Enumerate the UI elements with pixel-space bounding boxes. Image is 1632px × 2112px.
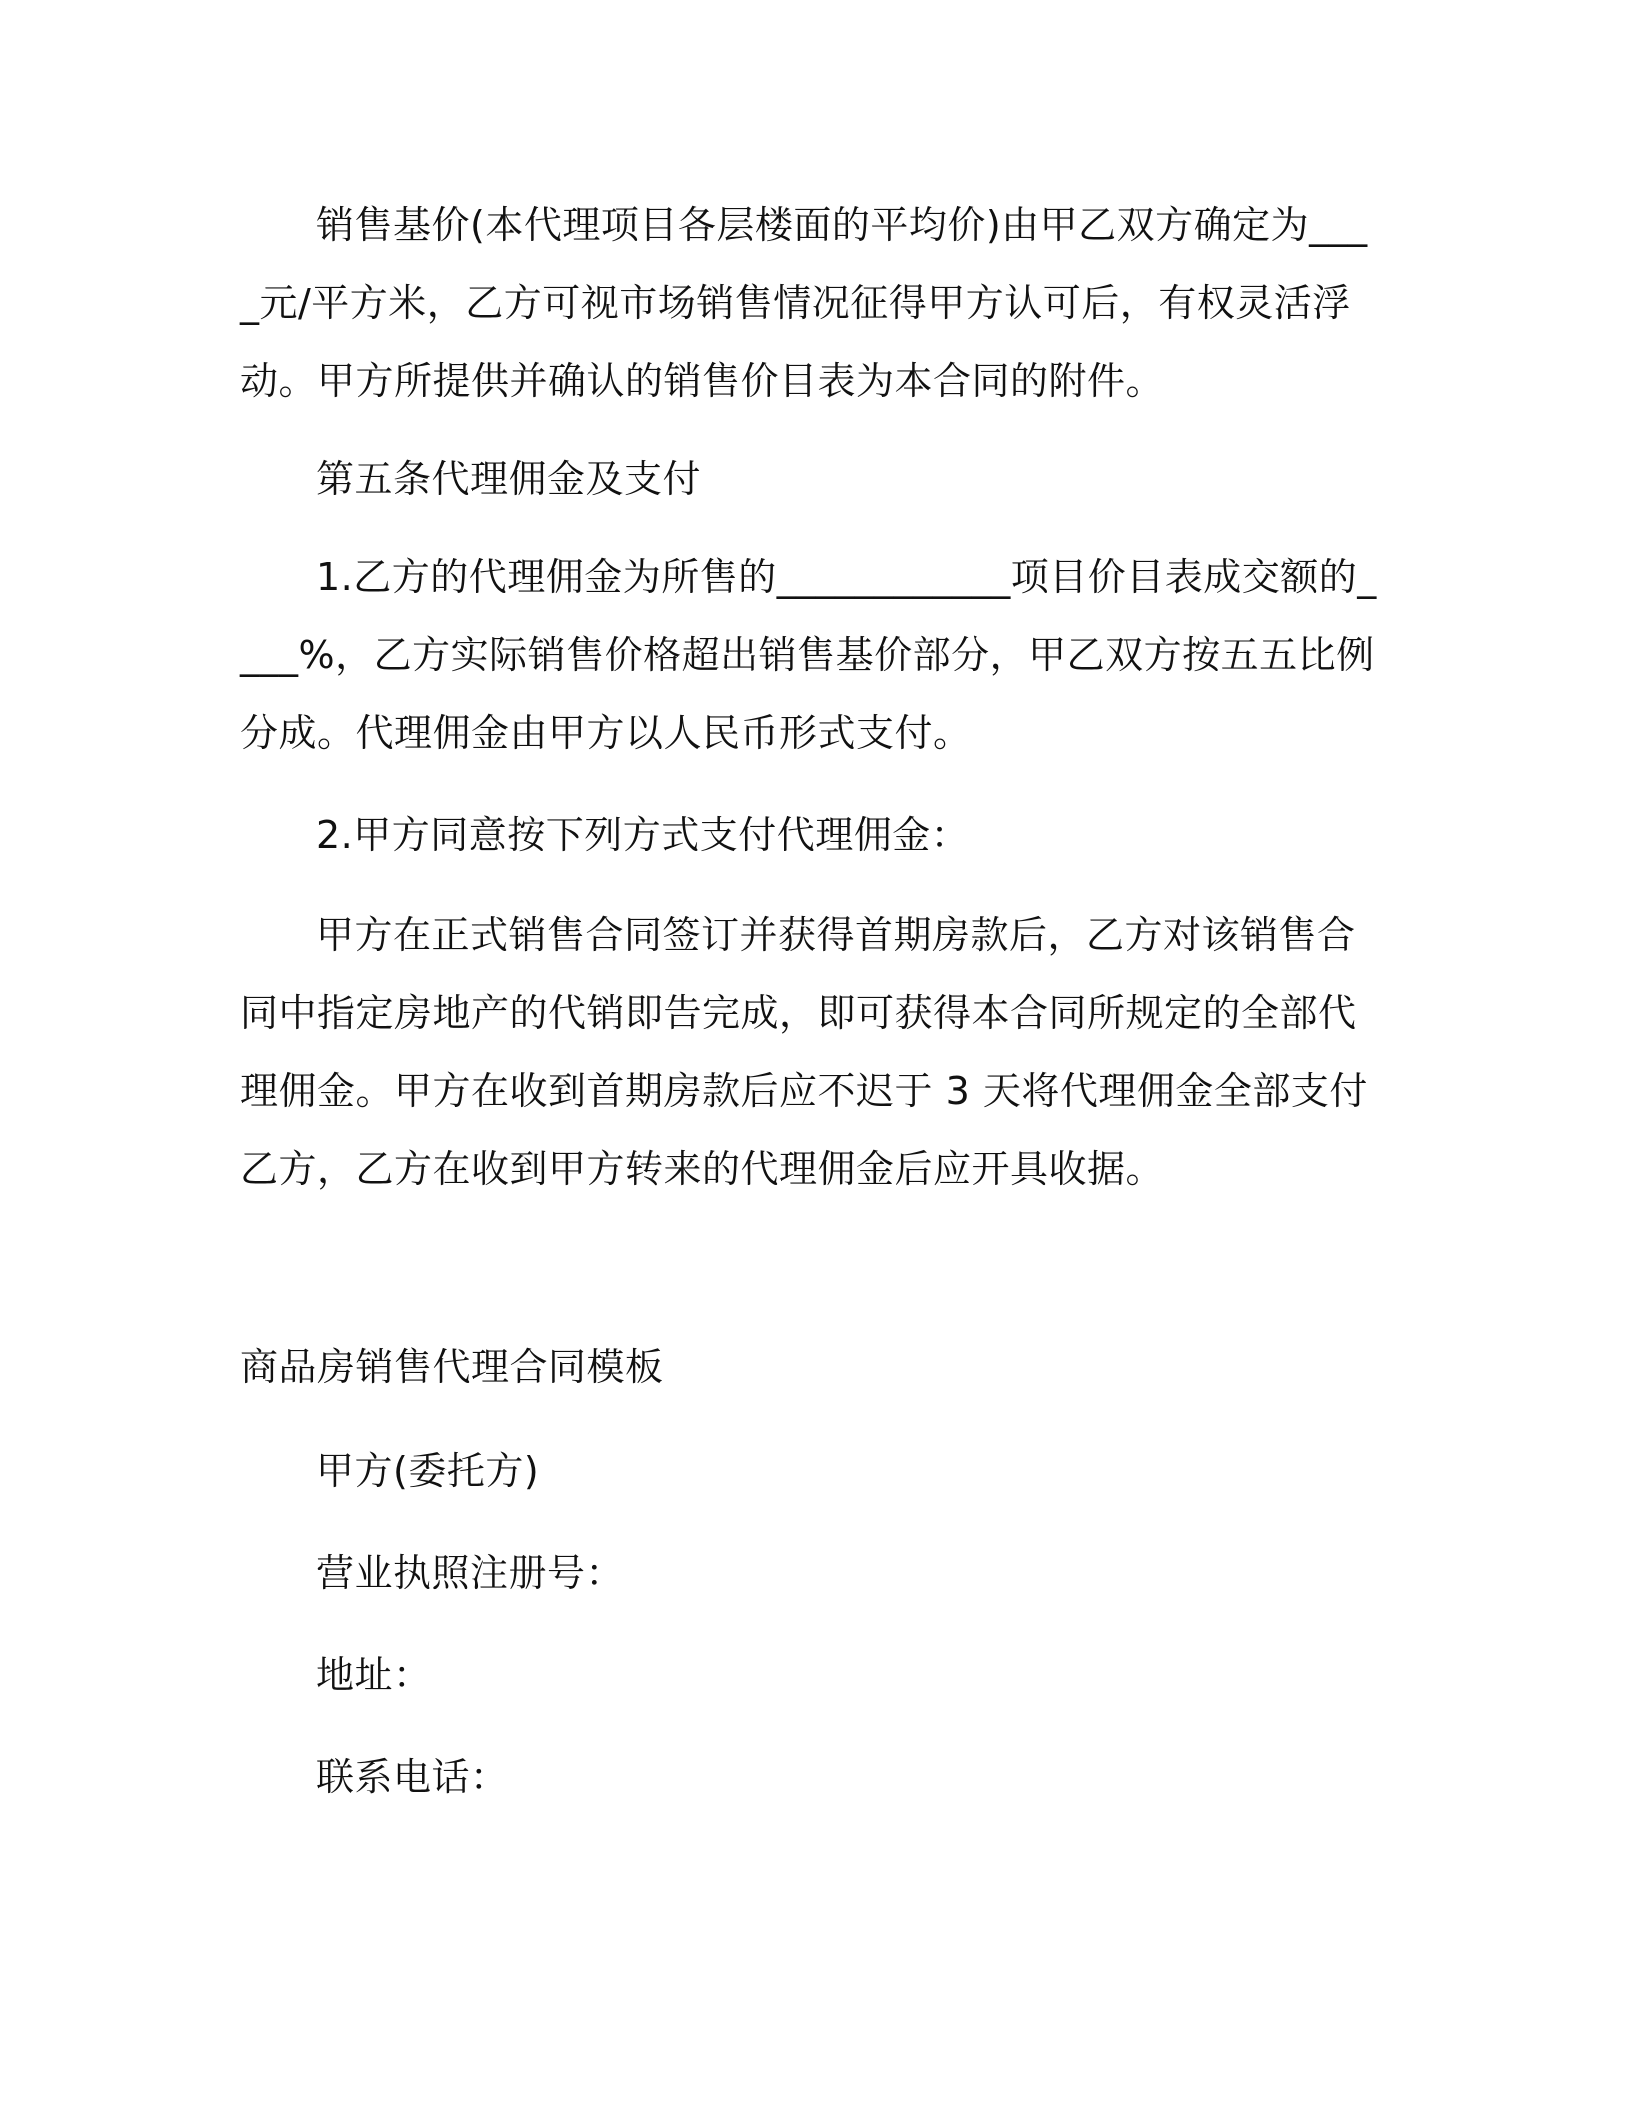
field-address: 地址： xyxy=(316,1653,432,1697)
paragraph-payment-method-heading: 2.甲方同意按下列方式支付代理佣金： xyxy=(316,813,970,857)
template-title: 商品房销售代理合同模板 xyxy=(240,1345,664,1389)
paragraph-payment-terms: 甲方在正式销售合同签订并获得首期房款后，乙方对该销售合同中指定房地产的代销即告完成，即可获得本合同所规定的全部代理佣金。甲方在收到首期房款后应不迟于 3 天将代理佣金全部支付乙方，乙方在收到甲方转来的代理佣金后应开具收据。 xyxy=(240,913,1368,1191)
paragraph-commission-rate: 1.乙方的代理佣金为所售的____________项目价目表成交额的____%，乙方实际销售价格超出销售基价部分，甲乙双方按五五比例分成。代理佣金由甲方以人民币形式支付。 xyxy=(240,555,1377,755)
paragraph-sales-base-price: 销售基价(本代理项目各层楼面的平均价)由甲乙双方确定为____元/平方米，乙方可视市场销售情况征得甲方认可后，有权灵活浮动。甲方所提供并确认的销售价目表为本合同的附件。 xyxy=(240,203,1368,403)
field-party-a: 甲方(委托方) xyxy=(316,1449,540,1493)
field-business-license-number: 营业执照注册号： xyxy=(316,1551,625,1595)
field-phone: 联系电话： xyxy=(316,1755,509,1799)
article-5-heading: 第五条代理佣金及支付 xyxy=(316,457,702,501)
